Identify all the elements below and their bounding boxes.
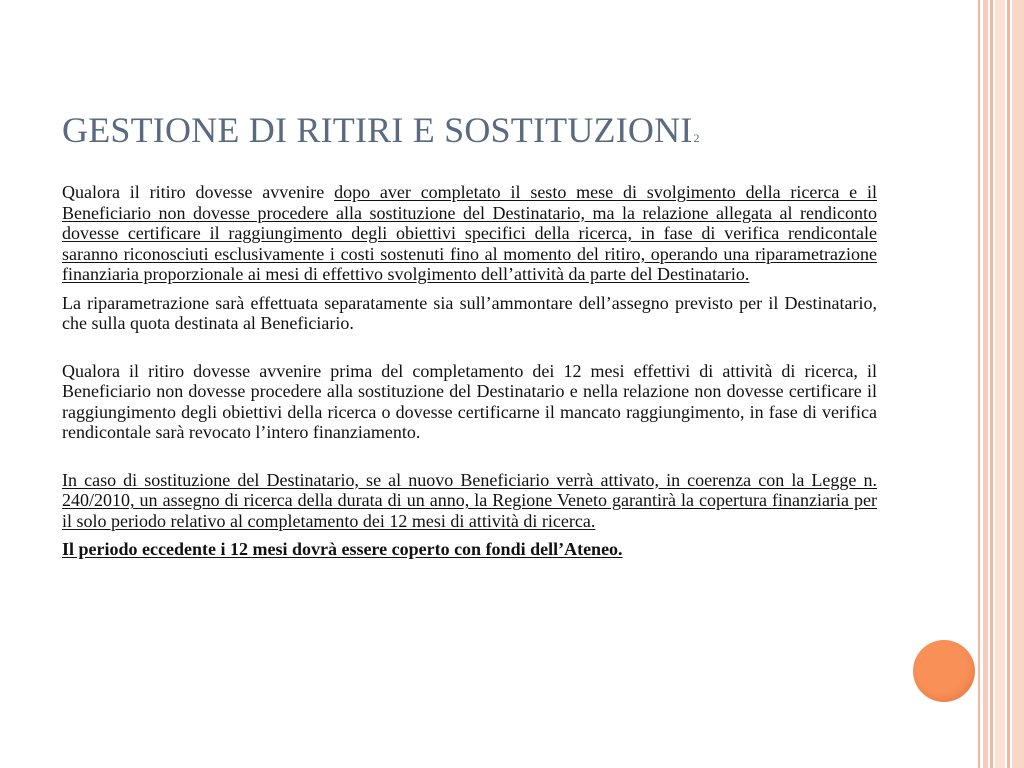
paragraph-3: Qualora il ritiro dovesse avvenire prima del completamento dei 12 mesi effettivi di attività di ricerca, il Beneficiario non dovesse procedere alla sostituzione del Destinatario e nella relazione non dovesse certificare il raggiungimento degli obiettivi della ricerca o dovesse certificarne il mancato raggiungimento, in fase di verifica rendicontale sarà revocato l’intero finanziamento.	[62, 360, 877, 442]
decorative-stripe	[1007, 0, 1010, 768]
slide-title-number: 2	[693, 131, 700, 145]
paragraph-1-underlined: dopo aver completato il sesto mese di svolgimento della ricerca e il Beneficiario non dovesse procedere alla sostituzione del Destinatario, ma la relazione allegata al rendiconto dovesse certificare il raggiungimento degli obiettivi specifici della ricerca, in fase di verifica rendicontale saranno riconosciuti esclusivamente i costi sostenuti fino al momento del ritiro, operando una riparametrazione finanziaria proporzionale ai mesi di effettivo svolgimento dell’attività da parte del Destinatario.	[62, 182, 877, 284]
decorative-stripe	[990, 0, 993, 768]
paragraph-1	[62, 182, 877, 285]
paragraph-1-intro: Qualora il ritiro dovesse avvenire	[62, 182, 335, 202]
decorative-stripe	[1012, 0, 1024, 768]
paragraph-5: Il periodo eccedente i 12 mesi dovrà essere coperto con fondi dell’Ateneo.	[62, 539, 623, 559]
spacer	[62, 443, 877, 470]
slide-title-text: GESTIONE DI RITIRI E SOSTITUZIONI	[62, 110, 693, 150]
slide-title	[62, 108, 700, 160]
paragraph-2: La riparametrazione sarà effettuata separatamente sia sull’ammontare dell’assegno previsto per il Destinatario, che sulla quota destinata al Beneficiario.	[62, 292, 877, 333]
decorative-stripe	[995, 0, 1005, 768]
spacer	[62, 334, 877, 361]
paragraph-4: In caso di sostituzione del Destinatario, se al nuovo Beneficiario verrà attivato, in coerenza con la Legge n. 240/2010, un assegno di ricerca della durata di un anno, la Regione Veneto garantirà la copertura finanziaria per il solo periodo relativo al completamento dei 12 mesi di attività di ricerca.	[62, 469, 877, 531]
spacer	[62, 285, 877, 293]
accent-circle	[913, 640, 975, 702]
spacer	[62, 531, 877, 539]
decorative-stripe	[983, 0, 988, 768]
slide-body	[62, 182, 877, 560]
decorative-stripe	[978, 0, 980, 768]
